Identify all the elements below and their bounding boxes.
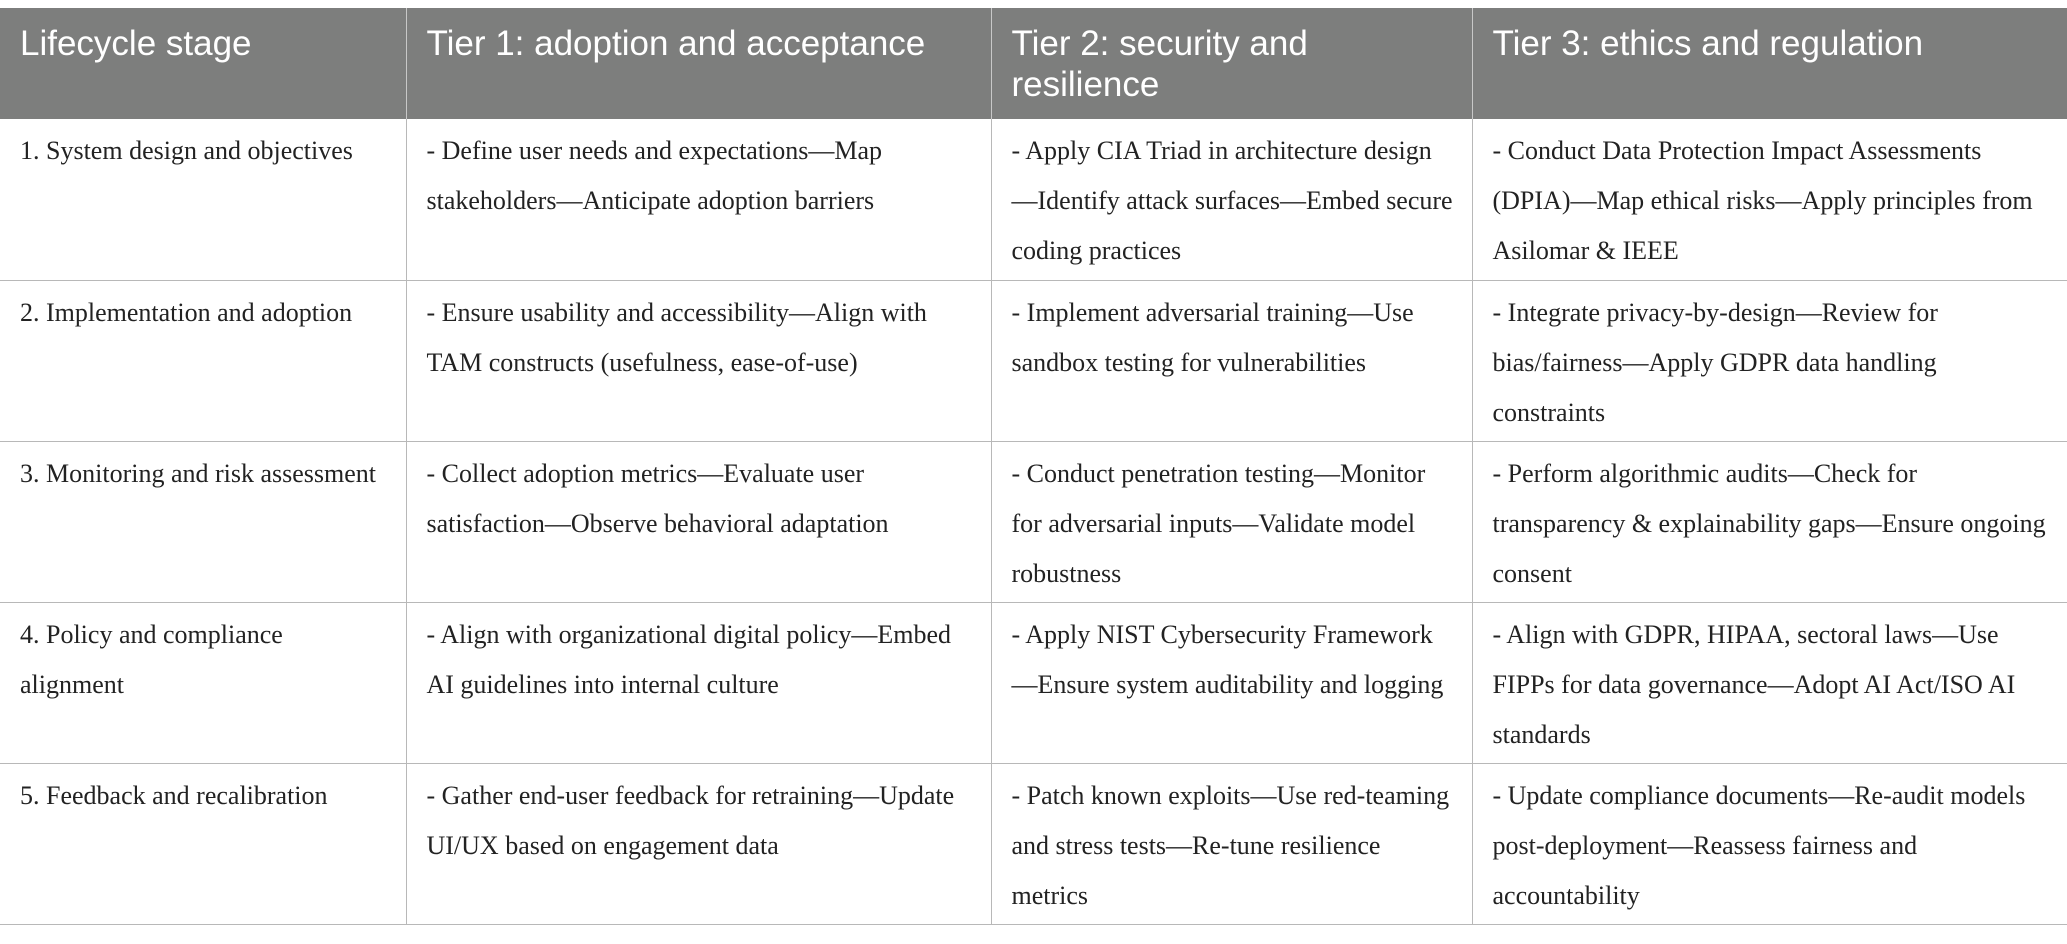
table-row: [0, 119, 2067, 280]
cell-tier-3: - Integrate privacy-by-design—Review for bias/fairness—Apply GDPR data handling constraints: [1472, 280, 2067, 441]
cell-tier-3: - Align with GDPR, HIPAA, sectoral laws—Use FIPPs for data governance—Adopt AI Act/ISO AI standards: [1472, 602, 2067, 763]
cell-lifecycle-stage: 2. Implementation and adoption: [0, 280, 406, 441]
lifecycle-tier-table: [0, 8, 2067, 925]
table-row: [0, 763, 2067, 924]
cell-lifecycle-stage: 1. System design and objectives: [0, 119, 406, 280]
table-row: [0, 441, 2067, 602]
cell-lifecycle-stage: 4. Policy and compliance alignment: [0, 602, 406, 763]
cell-tier-2: - Patch known exploits—Use red-teaming and stress tests—Re-tune resilience metrics: [991, 763, 1472, 924]
cell-tier-3: - Update compliance documents—Re-audit models post-deployment—Reassess fairness and accountability: [1472, 763, 2067, 924]
cell-tier-1: - Collect adoption metrics—Evaluate user satisfaction—Observe behavioral adaptation: [406, 441, 991, 602]
cell-tier-1: - Align with organizational digital policy—Embed AI guidelines into internal culture: [406, 602, 991, 763]
header-lifecycle-stage: Lifecycle stage: [0, 8, 406, 119]
table-body: [0, 119, 2067, 924]
cell-lifecycle-stage: 5. Feedback and recalibration: [0, 763, 406, 924]
cell-tier-3: - Conduct Data Protection Impact Assessments (DPIA)—Map ethical risks—Apply principles from Asilomar & IEEE: [1472, 119, 2067, 280]
table-row: [0, 602, 2067, 763]
cell-tier-2: - Apply NIST Cybersecurity Framework—Ensure system auditability and logging: [991, 602, 1472, 763]
cell-tier-1: - Define user needs and expectations—Map stakeholders—Anticipate adoption barriers: [406, 119, 991, 280]
header-tier-2: Tier 2: security and resilience: [991, 8, 1472, 119]
cell-tier-2: - Apply CIA Triad in architecture design—Identify attack surfaces—Embed secure coding practices: [991, 119, 1472, 280]
header-tier-3: Tier 3: ethics and regulation: [1472, 8, 2067, 119]
table-row: [0, 280, 2067, 441]
lifecycle-table-container: [0, 8, 2067, 925]
cell-lifecycle-stage: 3. Monitoring and risk assessment: [0, 441, 406, 602]
cell-tier-2: - Implement adversarial training—Use sandbox testing for vulnerabilities: [991, 280, 1472, 441]
cell-tier-3: - Perform algorithmic audits—Check for transparency & explainability gaps—Ensure ongoing consent: [1472, 441, 2067, 602]
cell-tier-1: - Ensure usability and accessibility—Align with TAM constructs (usefulness, ease-of-use): [406, 280, 991, 441]
cell-tier-1: - Gather end-user feedback for retraining—Update UI/UX based on engagement data: [406, 763, 991, 924]
cell-tier-2: - Conduct penetration testing—Monitor for adversarial inputs—Validate model robustness: [991, 441, 1472, 602]
table-header: [0, 8, 2067, 119]
header-tier-1: Tier 1: adoption and acceptance: [406, 8, 991, 119]
header-row: [0, 8, 2067, 119]
